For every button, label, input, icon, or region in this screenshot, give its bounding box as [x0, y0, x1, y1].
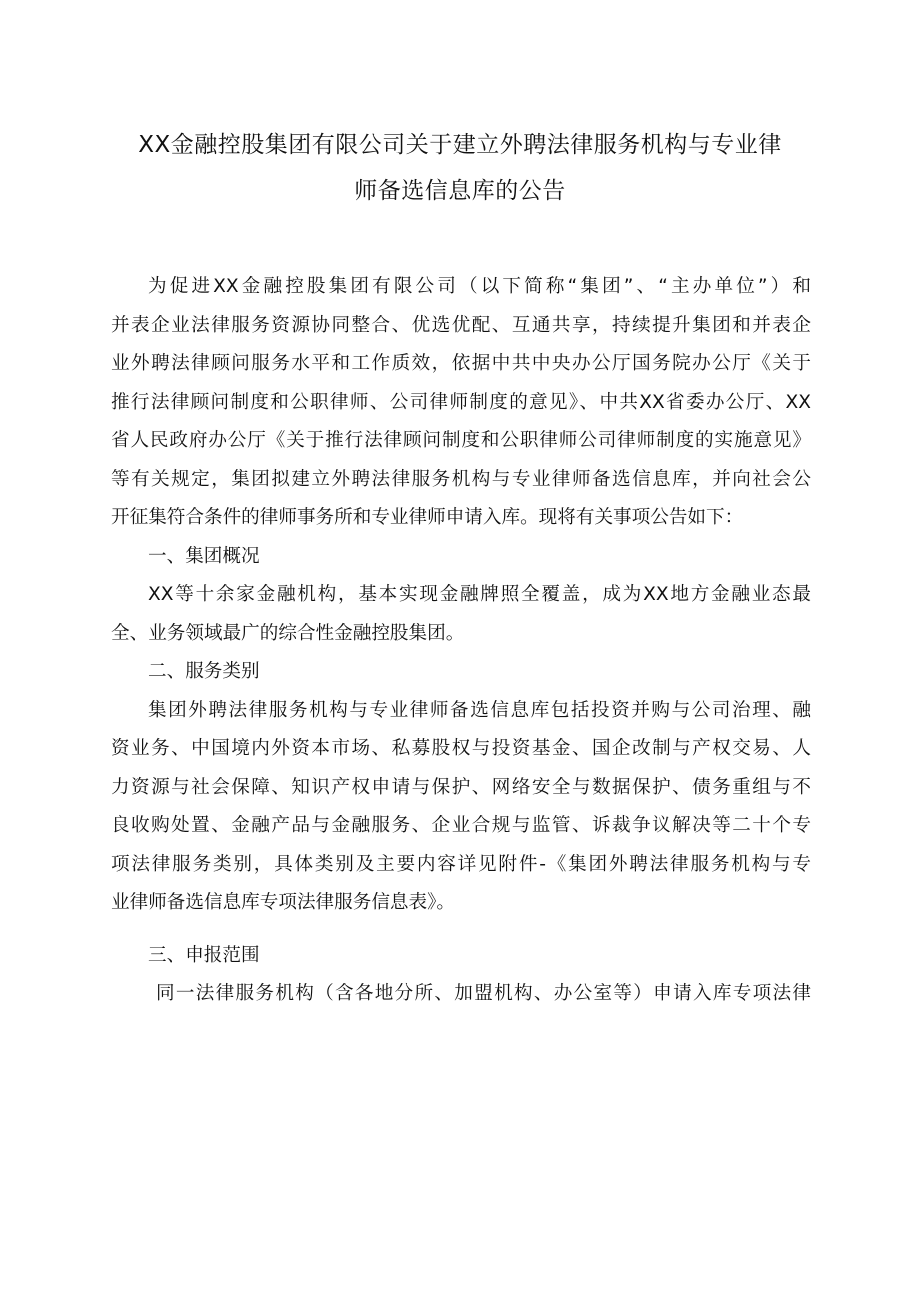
- section-heading-service-types: 二、服务类别: [148, 661, 260, 682]
- overview-line: XX等十余家金融机构，基本实现金融牌照全覆盖，成为XX地方金融业态最: [148, 584, 811, 605]
- scope-line: 同一法律服务机构（含各地分所、加盟机构、办公室等）申请入库专项法律: [156, 983, 811, 1004]
- service-types-line: 力资源与社会保障、知识产权申请与保护、网络安全与数据保护、债务重组与不: [111, 776, 811, 798]
- intro-line: 为促进XX金融控股集团有限公司（以下简称“集团”、“主办单位”）和: [148, 276, 811, 297]
- title-line-1: XX金融控股集团有限公司关于建立外聘法律服务机构与专业律: [138, 132, 782, 158]
- service-types-line: 集团外聘法律服务机构与专业律师备选信息库包括投资并购与公司治理、融: [148, 699, 811, 721]
- intro-line: 推行法律顾问制度和公职律师、公司律师制度的意见》、中共XX省委办公厅、XX: [111, 391, 811, 413]
- overview-line: 全、业务领域最广的综合性金融控股集团。: [111, 622, 465, 644]
- intro-line: 省人民政府办公厅《关于推行法律顾问制度和公职律师公司律师制度的实施意见》: [111, 430, 811, 451]
- intro-line: 并表企业法律服务资源协同整合、优选优配、互通共享，持续提升集团和并表企: [111, 314, 811, 336]
- paragraph-gap: [111, 923, 811, 937]
- document-title: [100, 122, 820, 214]
- intro-line: 开征集符合条件的律师事务所和专业律师申请入库。现将有关事项公告如下：: [111, 507, 744, 528]
- section-heading-overview: 一、集团概况: [148, 545, 260, 567]
- service-types-line: 资业务、中国境内外资本市场、私募股权与投资基金、国企改制与产权交易、人: [111, 738, 811, 759]
- title-line-2: 师备选信息库的公告: [354, 178, 566, 204]
- service-types-line: 良收购处置、金融产品与金融服务、企业合规与监管、诉裁争议解决等二十个专: [111, 815, 811, 836]
- intro-line: 业外聘法律顾问服务水平和工作质效，依据中共中央办公厅国务院办公厅《关于: [111, 353, 811, 374]
- section-heading-scope: 三、申报范围: [148, 944, 260, 966]
- document-body: [111, 268, 811, 1014]
- intro-line: 等有关规定，集团拟建立外聘法律服务机构与专业律师备选信息库，并向社会公: [111, 468, 811, 490]
- service-types-line: 项法律服务类别，具体类别及主要内容详见附件-《集团外聘法律服务机构与专: [111, 853, 811, 875]
- service-types-line: 业律师备选信息库专项法律服务信息表》。: [111, 892, 455, 913]
